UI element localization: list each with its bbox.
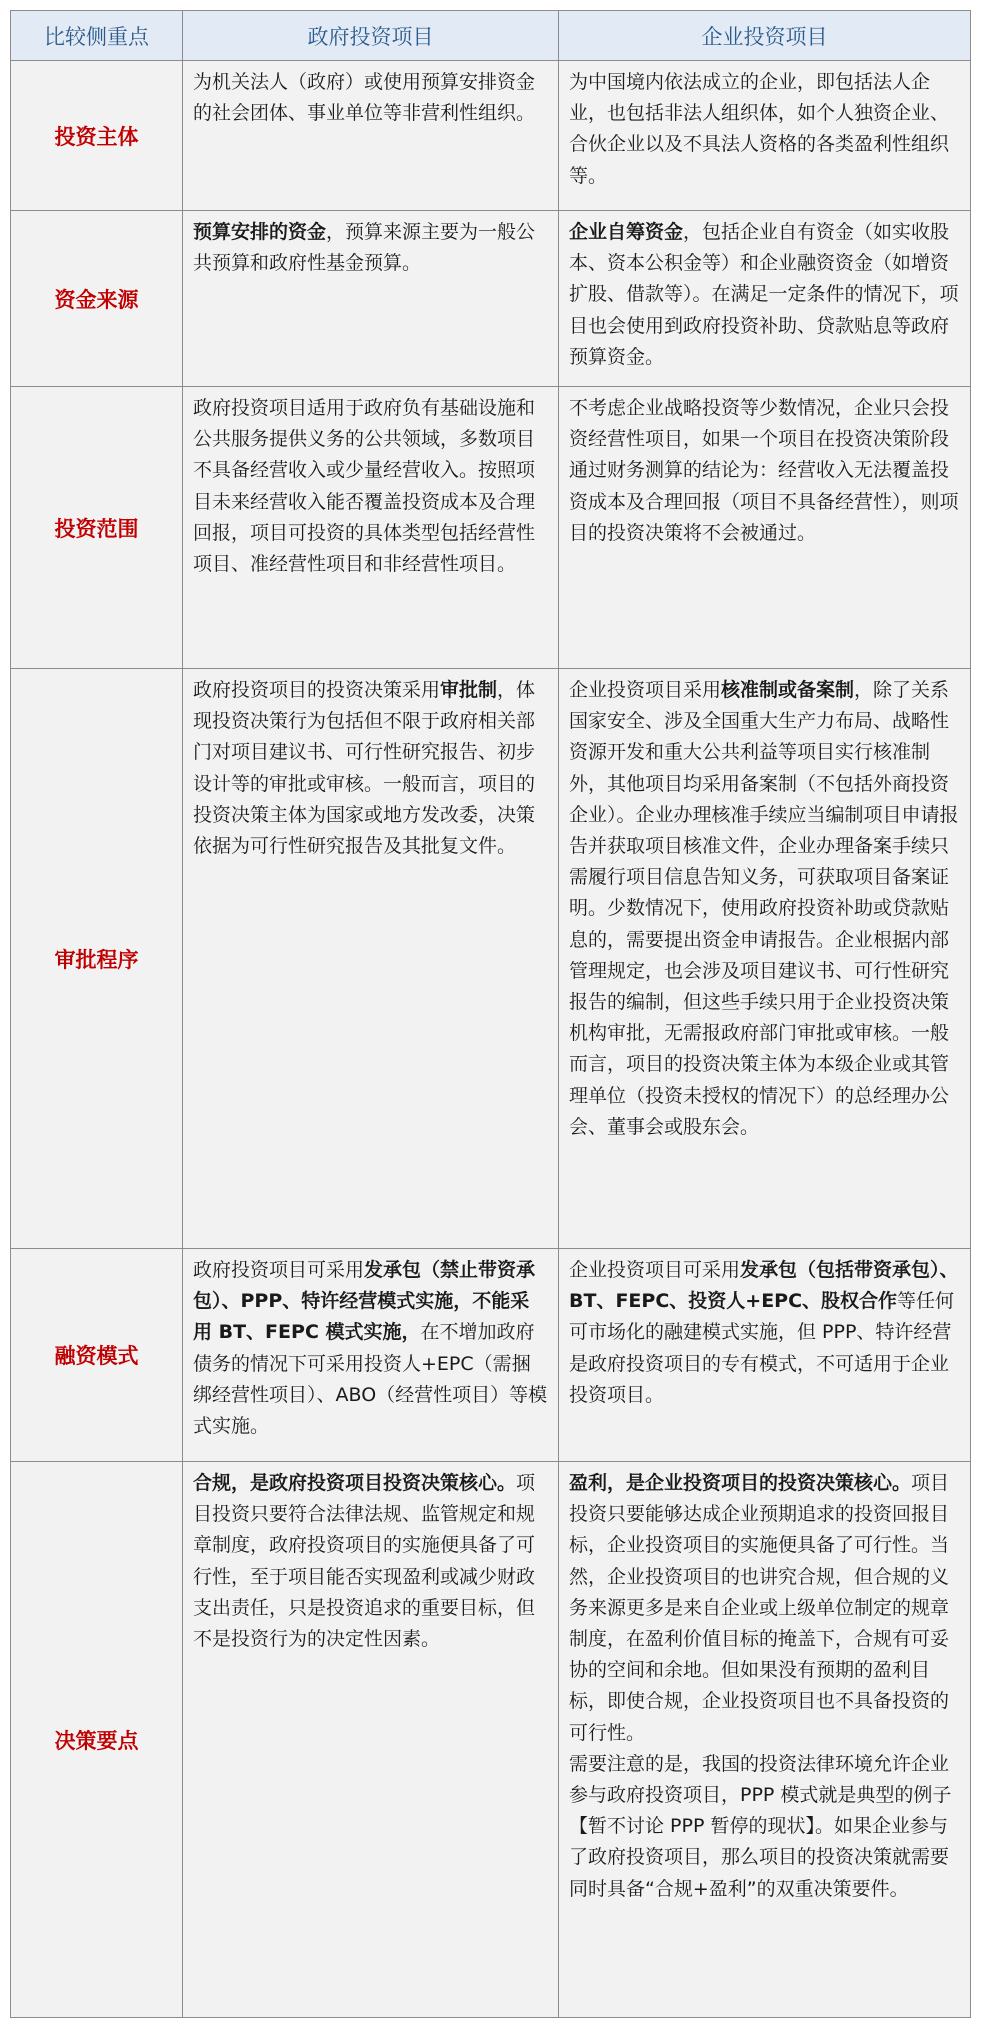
table-row	[11, 669, 971, 1249]
row-label: 融资模式	[11, 1249, 183, 1462]
header-gov: 政府投资项目	[183, 11, 559, 61]
row-label: 投资主体	[11, 61, 183, 211]
row-label: 决策要点	[11, 1462, 183, 2018]
gov-cell: 政府投资项目可采用发承包（禁止带资承包）、PPP、特许经营模式实施，不能采用 BT、FEPC 模式实施，在不增加政府债务的情况下可采用投资人+EPC（需捆绑经营性项目）、ABO（经营性项目）等模式实施。	[183, 1249, 559, 1462]
header-ent: 企业投资项目	[559, 11, 971, 61]
ent-cell: 为中国境内依法成立的企业，即包括法人企业，也包括非法人组织体，如个人独资企业、合伙企业以及不具法人资格的各类盈利性组织等。	[559, 61, 971, 211]
row-label: 资金来源	[11, 211, 183, 387]
ent-cell: 盈利，是企业投资项目的投资决策核心。项目投资只要能够达成企业预期追求的投资回报目标，企业投资项目的实施便具备了可行性。当然，企业投资项目的也讲究合规，但合规的义务来源更多是来自企业或上级单位制定的规章制度，在盈利价值目标的掩盖下，合规有可妥协的空间和余地。但如果没有预期的盈利目标，即使合规，企业投资项目也不具备投资的可行性。 需要注意的是，我国的投资法律环境允许企业参与政府投资项目，PPP 模式就是典型的例子【暂不讨论 PPP 暂停的现状】。如果企业参与了政府投资项目，那么项目的投资决策就需要同时具备“合规+盈利”的双重决策要件。	[559, 1462, 971, 2018]
row-label: 审批程序	[11, 669, 183, 1249]
ent-note: 需要注意的是，我国的投资法律环境允许企业参与政府投资项目，PPP 模式就是典型的例子【暂不讨论 PPP 暂停的现状】。如果企业参与了政府投资项目，那么项目的投资决策就需要同时具备“合规+盈利”的双重决策要件。	[569, 1752, 952, 1900]
table-row	[11, 387, 971, 669]
gov-cell: 预算安排的资金，预算来源主要为一般公共预算和政府性基金预算。	[183, 211, 559, 387]
gov-cell: 政府投资项目适用于政府负有基础设施和公共服务提供义务的公共领域，多数项目不具备经营收入或少量经营收入。按照项目未来经营收入能否覆盖投资成本及合理回报，项目可投资的具体类型包括经营性项目、准经营性项目和非经营性项目。	[183, 387, 559, 669]
gov-cell: 为机关法人（政府）或使用预算安排资金的社会团体、事业单位等非营利性组织。	[183, 61, 559, 211]
table-row	[11, 1249, 971, 1462]
table-row	[11, 1462, 971, 2018]
ent-cell: 企业投资项目可采用发承包（包括带资承包）、BT、FEPC、投资人+EPC、股权合作等任何可市场化的融建模式实施，但 PPP、特许经营是政府投资项目的专有模式，不可适用于企业投资项目。	[559, 1249, 971, 1462]
table-row	[11, 61, 971, 211]
ent-cell: 不考虑企业战略投资等少数情况，企业只会投资经营性项目，如果一个项目在投资决策阶段通过财务测算的结论为：经营收入无法覆盖投资成本及合理回报（项目不具备经营性），则项目的投资决策将不会被通过。	[559, 387, 971, 669]
ent-cell: 企业自筹资金，包括企业自有资金（如实收股本、资本公积金等）和企业融资资金（如增资扩股、借款等）。在满足一定条件的情况下，项目也会使用到政府投资补助、贷款贴息等政府预算资金。	[559, 211, 971, 387]
gov-cell: 政府投资项目的投资决策采用审批制，体现投资决策行为包括但不限于政府相关部门对项目建议书、可行性研究报告、初步设计等的审批或审核。一般而言，项目的投资决策主体为国家或地方发改委，决策依据为可行性研究报告及其批复文件。	[183, 669, 559, 1249]
header-focus: 比较侧重点	[11, 11, 183, 61]
table-row	[11, 211, 971, 387]
comparison-table	[10, 10, 971, 2018]
header-row	[11, 11, 971, 61]
row-label: 投资范围	[11, 387, 183, 669]
ent-cell: 企业投资项目采用核准制或备案制，除了关系国家安全、涉及全国重大生产力布局、战略性资源开发和重大公共利益等项目实行核准制外，其他项目均采用备案制（不包括外商投资企业）。企业办理核准手续应当编制项目申请报告并获取项目核准文件，企业办理备案手续只需履行项目信息告知义务，可获取项目备案证明。少数情况下，使用政府投资补助或贷款贴息的，需要提出资金申请报告。企业根据内部管理规定，也会涉及项目建议书、可行性研究报告的编制，但这些手续只用于企业投资决策机构审批，无需报政府部门审批或审核。一般而言，项目的投资决策主体为本级企业或其管理单位（投资未授权的情况下）的总经理办公会、董事会或股东会。	[559, 669, 971, 1249]
gov-cell: 合规，是政府投资项目投资决策核心。项目投资只要符合法律法规、监管规定和规章制度，政府投资项目的实施便具备了可行性，至于项目能否实现盈利或减少财政支出责任，只是投资追求的重要目标，但不是投资行为的决定性因素。	[183, 1462, 559, 2018]
